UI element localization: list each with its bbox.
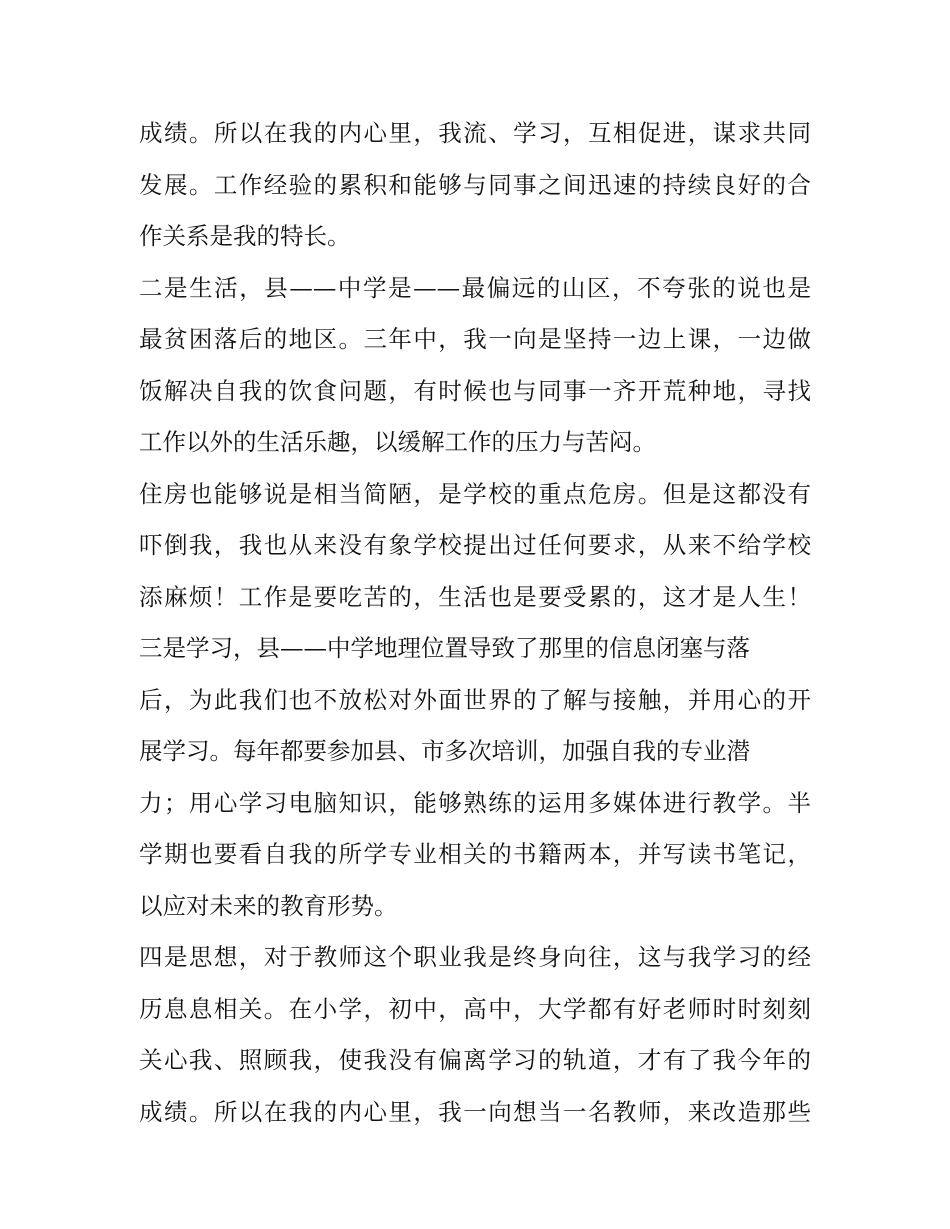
text-line: 发展。工作经验的累积和能够与同事之间迅速的持续良好的合 — [139, 170, 811, 199]
text-line: 关心我、照顾我，使我没有偏离学习的轨道，才有了我今年的 — [139, 1046, 811, 1074]
text-line: 添麻烦！工作是要吃苦的，生活也是要受累的，这才是人生！ — [139, 582, 811, 611]
text-line: 成绩。所以在我的内心里，我一向想当一名教师，来改造那些 — [139, 1097, 811, 1126]
text-line: 以应对未来的教育形势。 — [139, 891, 398, 920]
text-line: 历息息相关。在小学，初中，高中，大学都有好老师时时刻刻 — [139, 994, 811, 1023]
text-line: 工作以外的生活乐趣，以缓解工作的压力与苦闷。 — [139, 428, 656, 456]
text-line: 三是学习，县——中学地理位置导致了那里的信息闭塞与落 — [139, 634, 750, 662]
text-line: 展学习。每年都要参加县、市多次培训，加强自我的专业潜 — [139, 737, 750, 765]
text-line: 二是生活，县——中学是——最偏远的山区，不夸张的说也是 — [139, 273, 811, 302]
text-line: 最贫困落后的地区。三年中，我一向是坚持一边上课，一边做 — [139, 325, 811, 353]
text-line: 成绩。所以在我的内心里，我流、学习，互相促进，谋求共同 — [139, 119, 811, 147]
text-line: 住房也能够说是相当简陋，是学校的重点危房。但是这都没有 — [139, 479, 811, 508]
body-text — [139, 108, 811, 1138]
text-line: 学期也要看自我的所学专业相关的书籍两本，并写读书笔记， — [139, 840, 811, 868]
text-line: 饭解决自我的饮食问题，有时候也与同事一齐开荒种地，寻找 — [139, 376, 811, 405]
text-line: 后，为此我们也不放松对外面世界的了解与接触，并用心的开 — [139, 685, 811, 714]
text-line: 力；用心学习电脑知识，能够熟练的运用多媒体进行教学。半 — [139, 788, 811, 817]
text-line: 四是思想，对于教师这个职业我是终身向往，这与我学习的经 — [139, 943, 811, 971]
text-line: 作关系是我的特长。 — [139, 222, 351, 250]
text-line: 吓倒我，我也从来没有象学校提出过任何要求，从来不给学校 — [139, 531, 811, 559]
